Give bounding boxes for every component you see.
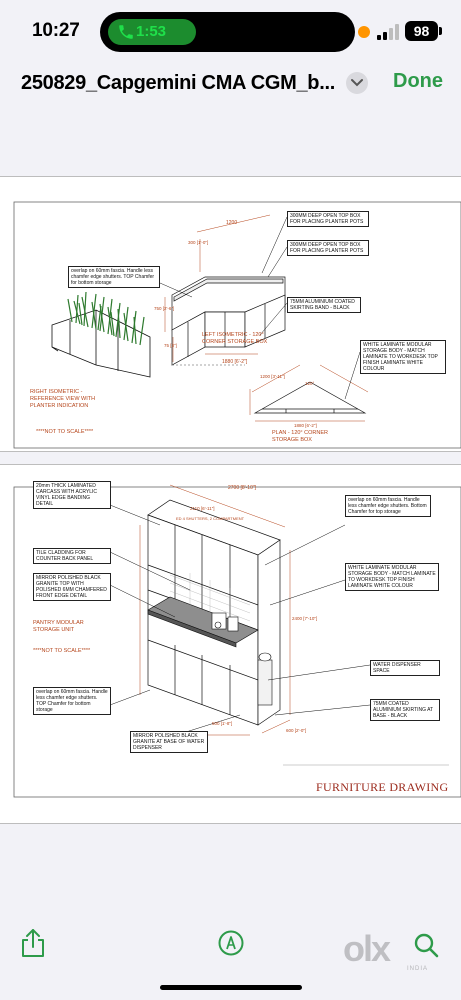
label-laminate-body: WHITE LAMINATE MODULAR STORAGE BODY - MATCH LAMINATE TO WORKDESK TOP FINISH LAMINATE WHITE COLOUR <box>360 340 446 374</box>
chevron-down-icon <box>351 78 363 88</box>
watermark-sub: INDIA <box>407 966 429 972</box>
cellular-signal-icon <box>377 24 399 40</box>
label-not-to-scale-top: ****NOT TO SCALE**** <box>36 429 94 435</box>
drawing-page-corner-storage <box>0 176 461 452</box>
document-title[interactable]: 250829_Capgemini CMA CGM_b... <box>21 72 335 94</box>
label-plan: PLAN - 120° CORNER STORAGE BOX <box>272 430 328 443</box>
dynamic-island[interactable] <box>100 12 355 52</box>
clock: 10:27 <box>32 20 80 41</box>
label-granite-top: MIRROR POLISHED BLACK GRANITE TOP WITH POLISHED 6MM CHAMFERED FRONT EDGE DETAIL <box>33 573 111 601</box>
document-viewer[interactable] <box>0 176 461 826</box>
drawing-page-pantry-unit <box>0 464 461 824</box>
dim-750: 750 [2'-6"] <box>154 306 175 311</box>
dim-plan-1880: 1880 [6'-2"] <box>294 423 317 428</box>
label-pantry-unit: PANTRY MODULAR STORAGE UNIT <box>33 620 84 633</box>
label-tile-cladding: TILE CLADDING FOR COUNTER BACK PANEL <box>33 548 111 564</box>
dim-600: 600 [2'-0"] <box>286 728 307 733</box>
bottom-toolbar <box>0 910 461 970</box>
label-fascia-top-storage: overlap on 60mm fascia. Handle less chamfer edge shutters. Bottom Chamfer for top storage <box>345 495 431 517</box>
title-menu-button[interactable] <box>346 72 368 94</box>
dim-2400: 2400 [7'-10"] <box>292 616 318 621</box>
label-water-dispenser: WATER DISPENSER SPACE <box>370 660 440 676</box>
label-open-box-1: 300MM DEEP OPEN TOP BOX FOR PLACING PLANTER POTS <box>287 211 369 227</box>
label-not-to-scale-bottom: ****NOT TO SCALE**** <box>33 648 91 654</box>
markup-pen-icon[interactable] <box>218 930 244 956</box>
dim-1880: 1880 [6'-2"] <box>222 359 248 365</box>
label-fascia-bottom-storage: overlap on 60mm fascia. Handle less chamfer edge shutters. TOP Chamfer for bottom storage <box>33 687 111 715</box>
call-indicator[interactable] <box>108 19 196 45</box>
dim-ed4: ED 4 SHUTTERS, 2 COMPARTMENT <box>176 516 245 521</box>
privacy-indicator-dot <box>358 26 370 38</box>
dim-75: 75 [3"] <box>164 343 177 348</box>
label-skirting-base: 75MM COATED ALUMINIUM SKIRTING AT BASE - BLACK <box>370 699 440 721</box>
home-indicator[interactable] <box>160 985 302 990</box>
battery-tip <box>439 27 442 35</box>
label-open-box-2: 300MM DEEP OPEN TOP BOX FOR PLACING PLANTER POTS <box>287 240 369 256</box>
zoom-search-icon <box>413 932 441 962</box>
document-nav-bar <box>0 62 461 106</box>
watermark-text: olx <box>343 928 390 969</box>
status-bar <box>0 0 461 62</box>
label-fascia-top-drawing: overlap on 60mm fascia. Handle less chamfer edge shutters. TOP Chamfer for bottom storage <box>68 266 160 288</box>
dim-1200: 1200 <box>226 220 238 226</box>
done-button[interactable]: Done <box>393 70 443 92</box>
corner-box-iso-drawing <box>172 277 285 365</box>
olx-watermark <box>343 928 453 972</box>
label-granite-base: MIRROR POLISHED BLACK GRANITE AT BASE OF WATER DISPENSER <box>130 731 208 753</box>
furniture-drawing-title: FURNITURE DRAWING <box>316 780 449 794</box>
dim-plan-1200: 1200 [3'-11"] <box>260 374 285 379</box>
phone-icon <box>117 23 135 41</box>
dim-plan-angle: 120° <box>305 381 315 386</box>
share-icon[interactable] <box>20 928 46 958</box>
label-laminate-storage: WHITE LAMINATE MODULAR STORAGE BODY - MATCH LAMINATE TO WORKDESK TOP FINISH LAMINATE WHITE COLOUR <box>345 563 439 591</box>
corner-storage-drawing <box>0 177 461 453</box>
dim-2700: 2700 [8'-10"] <box>228 485 257 491</box>
battery-icon: 98 <box>405 21 438 41</box>
label-left-isometric: LEFT ISOMETRIC - 120° CORNER STORAGE BOX <box>202 332 268 345</box>
dim-300: 300 [1'-0"] <box>188 240 209 245</box>
label-right-isometric: RIGHT ISOMETRIC - REFERENCE VIEW WITH PLANTER INDICATION <box>30 389 96 409</box>
dim-2110: 2110 [6'-11"] <box>190 506 215 511</box>
call-duration: 1:53 <box>136 23 167 40</box>
label-skirting-band: 75MM ALUMINIUM COATED SKIRTING BAND - BLACK <box>287 297 361 313</box>
dim-500: 500 [1'-8"] <box>212 721 233 726</box>
label-carcass: 20mm THICK LAMINATED CARCASS WITH ACRYLIC VINYL EDGE BANDING DETAIL <box>33 481 111 509</box>
